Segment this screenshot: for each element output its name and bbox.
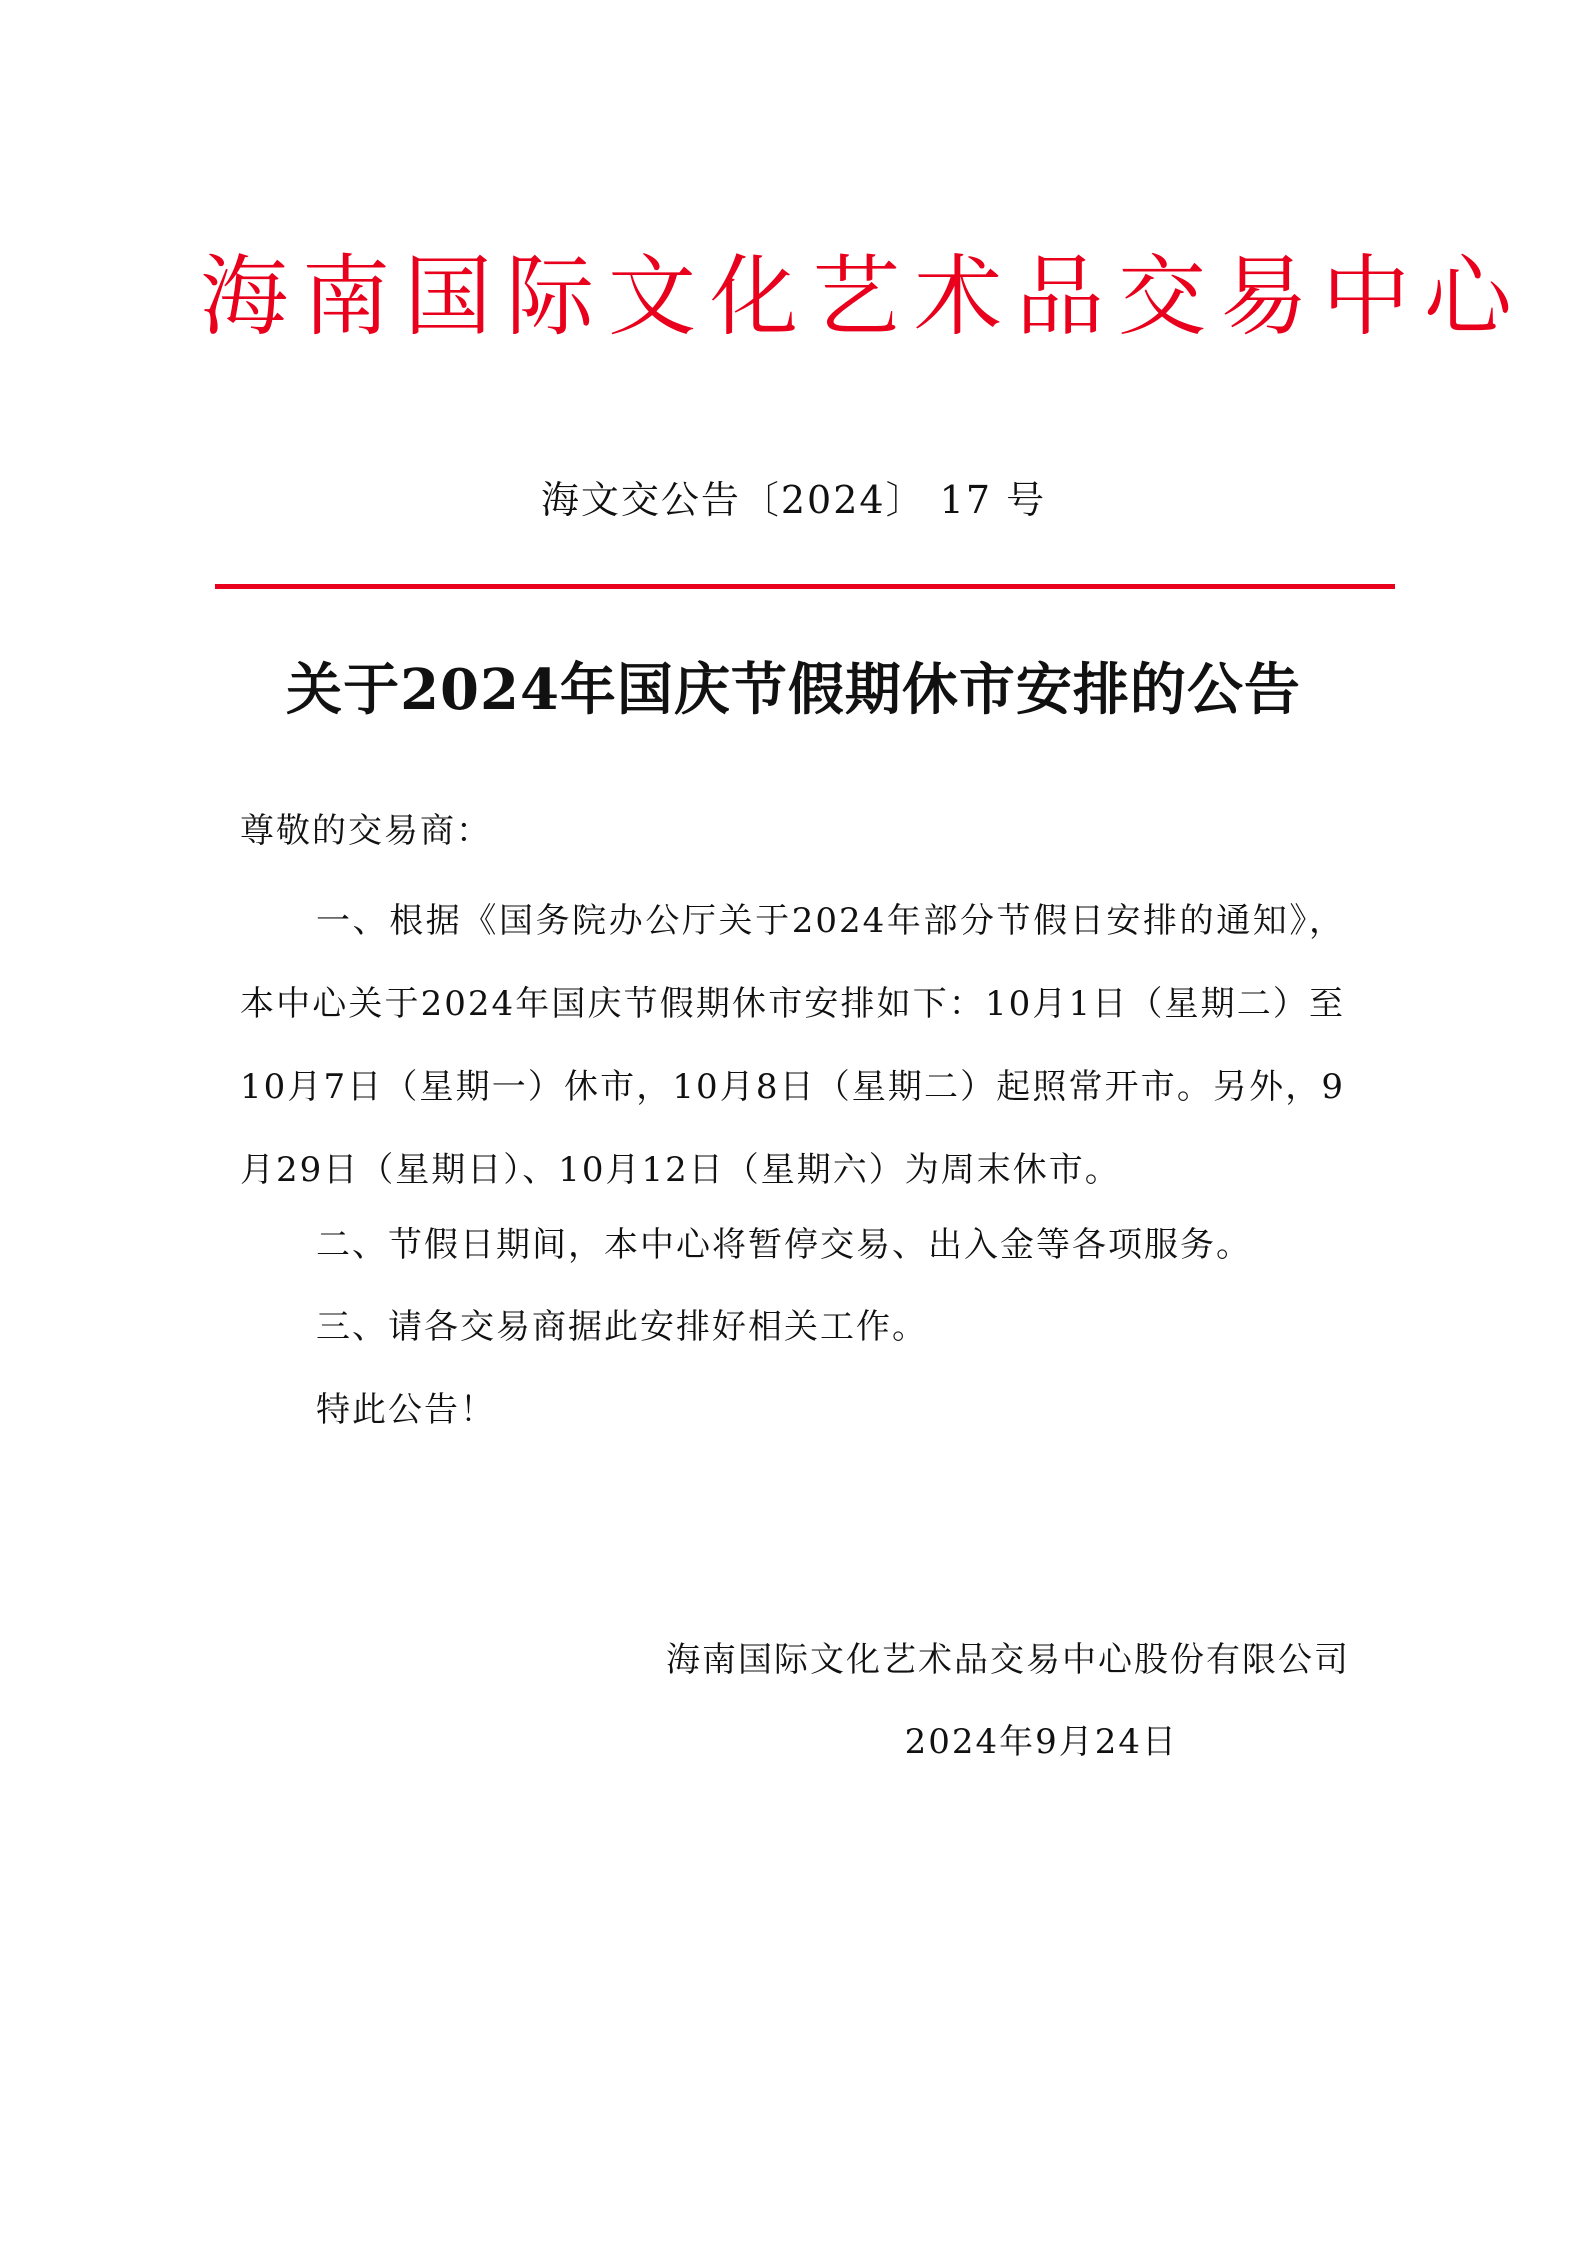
salutation: 尊敬的交易商： [240,811,492,851]
header-divider [215,584,1395,589]
paragraph-closing: 特此公告！ [316,1390,496,1430]
document-number: 海文交公告〔2024〕 17 号 [540,478,1047,522]
paragraph-arrangement-request: 三、请各交易商据此安排好相关工作。 [316,1307,928,1347]
signature-company: 海南国际文化艺术品交易中心股份有限公司 [666,1640,1350,1680]
signature-date: 2024年9月24日 [904,1722,1178,1762]
notice-title: 关于2024年国庆节假期休市安排的公告 [286,657,1301,723]
paragraph-holiday-schedule: 一、根据《国务院办公厅关于2024年部分节假日安排的通知》，本中心关于2024年国庆节假期休市安排如下：10月1日（星期二）至10月7日（星期一）休市，10月8日（星期二）起照常开市。另外，9月29日（星期日）、10月12日（星期六）为周末休市。 [240,901,1345,1190]
organization-header: 海南国际文化艺术品交易中心 [200,245,1527,348]
paragraph-service-suspension: 二、节假日期间，本中心将暂停交易、出入金等各项服务。 [316,1225,1252,1265]
